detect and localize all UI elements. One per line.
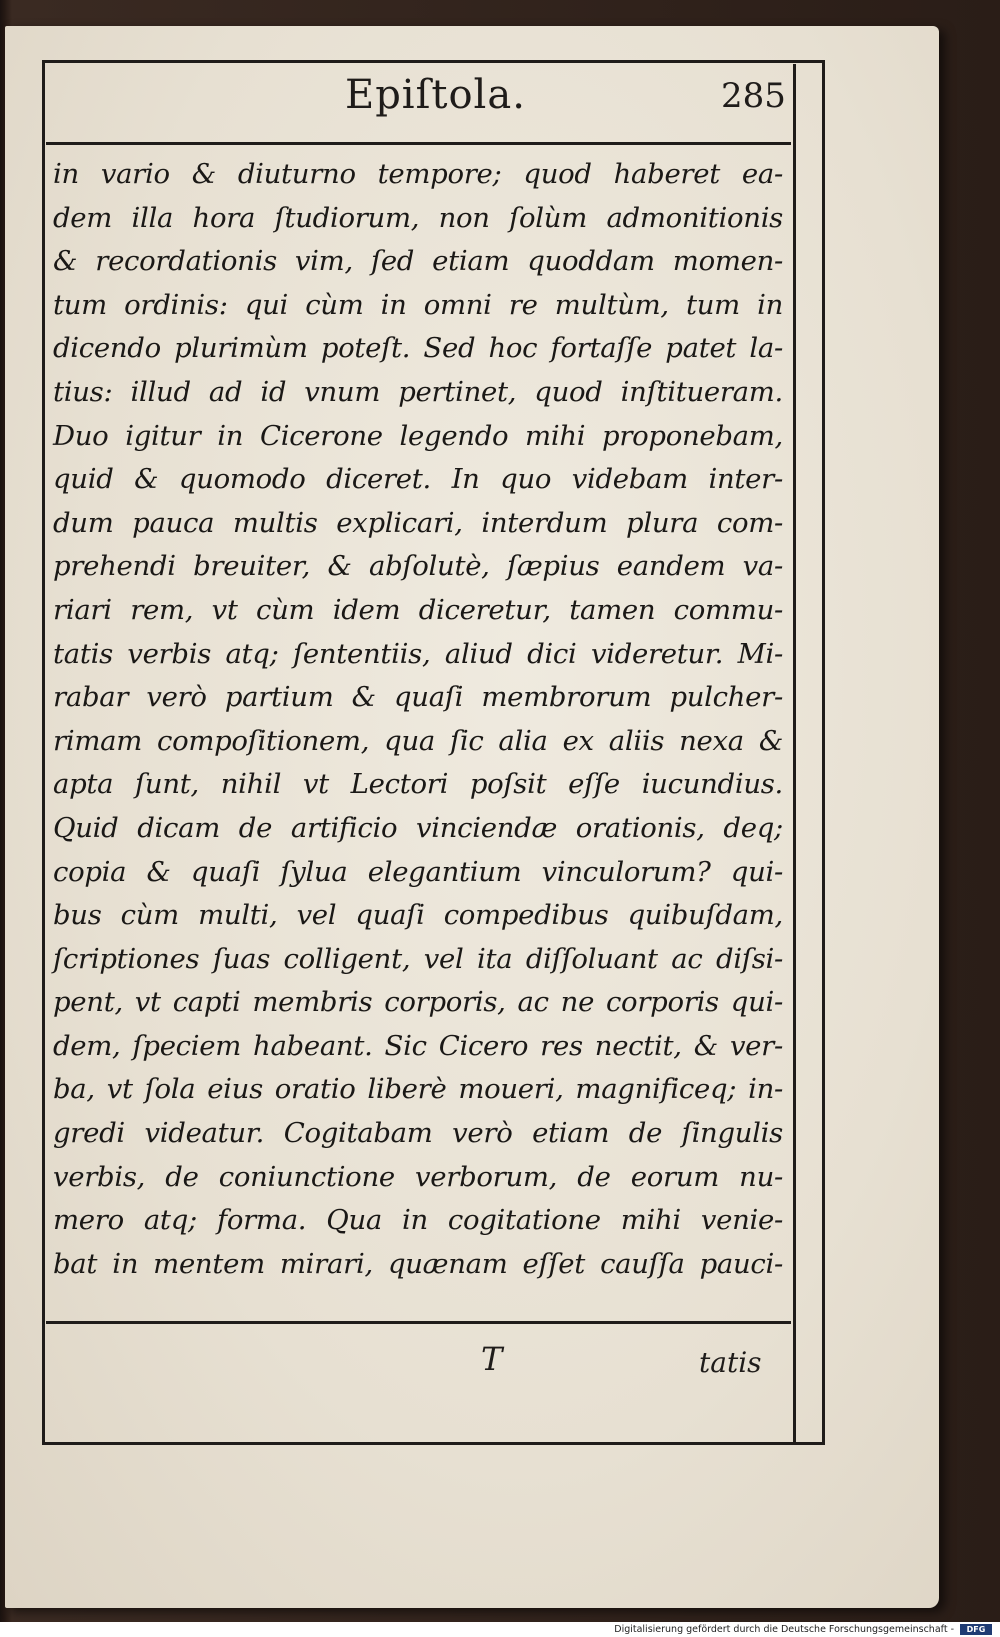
text-line: dem illa hora ſtudiorum, non ſolùm admonitionis <box>53 201 783 234</box>
footer-rule <box>46 1321 791 1324</box>
catchword: tatis <box>699 1346 762 1379</box>
text-line: dum pauca multis explicari, interdum plura com- <box>53 506 783 539</box>
text-line: & recordationis vim, ſed etiam quoddam momen- <box>53 245 783 278</box>
digitization-credit: Digitalisierung gefördert durch die Deutsche Forschungsgemeinschaft - <box>614 1624 954 1635</box>
text-line: mero atq; forma. Qua in cogitatione mihi venie- <box>53 1204 783 1237</box>
text-line: prehendi breuiter, & abſolutè, ſæpius eandem va- <box>53 550 783 583</box>
text-line: riari rem, vt cùm idem diceretur, tamen commu- <box>53 593 783 626</box>
text-line: tius: illud ad id vnum pertinet, quod inſtitueram. <box>53 375 783 408</box>
dfg-logo: DFG <box>960 1624 992 1635</box>
book-page <box>5 26 939 1608</box>
text-line: tum ordinis: qui cùm in omni re multùm, tum in <box>53 288 783 321</box>
header-rule <box>46 142 791 145</box>
text-line: rabar verò partium & quaſi membrorum pulcher- <box>53 681 783 714</box>
text-line: dicendo plurimùm poteſt. Sed hoc fortaſſe patet la- <box>53 332 783 365</box>
text-line: verbis, de coniunctione verborum, de eorum nu- <box>53 1160 783 1193</box>
text-line: apta ſunt, nihil vt Lectori poſsit eſſe iucundius. <box>53 768 783 801</box>
running-head: Epiſtola. <box>345 72 526 118</box>
text-line: pent, vt capti membris corporis, ac ne corporis qui- <box>53 986 783 1019</box>
body-text <box>53 153 783 1286</box>
text-line: bat in mentem mirari, quænam eſſet cauſſa pauci- <box>53 1247 783 1280</box>
frame-right-rule <box>793 64 796 1445</box>
text-line: tatis verbis atq; ſententiis, aliud dici videretur. Mi- <box>53 637 783 670</box>
text-line: bus cùm multi, vel quaſi compedibus quibuſdam, <box>53 899 783 932</box>
text-line: Quid dicam de artificio vinciendæ orationis, deq; <box>53 811 783 844</box>
page-number: 285 <box>721 76 786 116</box>
text-line: rimam compoſitionem, qua ſic alia ex aliis nexa & <box>53 724 783 757</box>
text-line: ſcriptiones ſuas colligent, vel ita diſſoluant ac diſsi- <box>53 942 783 975</box>
text-line: Duo igitur in Cicerone legendo mihi proponebam, <box>53 419 783 452</box>
text-line: ba, vt ſola eius oratio liberè moueri, magnificeq; in- <box>53 1073 783 1106</box>
text-line: copia & quaſi ſylua elegantium vinculorum? qui- <box>53 855 783 888</box>
text-line: in vario & diuturno tempore; quod haberet ea- <box>53 158 783 190</box>
signature-mark: T <box>481 1340 503 1378</box>
text-line: quid & quomodo diceret. In quo videbam inter- <box>53 463 783 496</box>
text-line: dem, ſpeciem habeant. Sic Cicero res nectit, & ver- <box>53 1029 783 1062</box>
text-line: gredi videatur. Cogitabam verò etiam de ſingulis <box>53 1117 783 1150</box>
